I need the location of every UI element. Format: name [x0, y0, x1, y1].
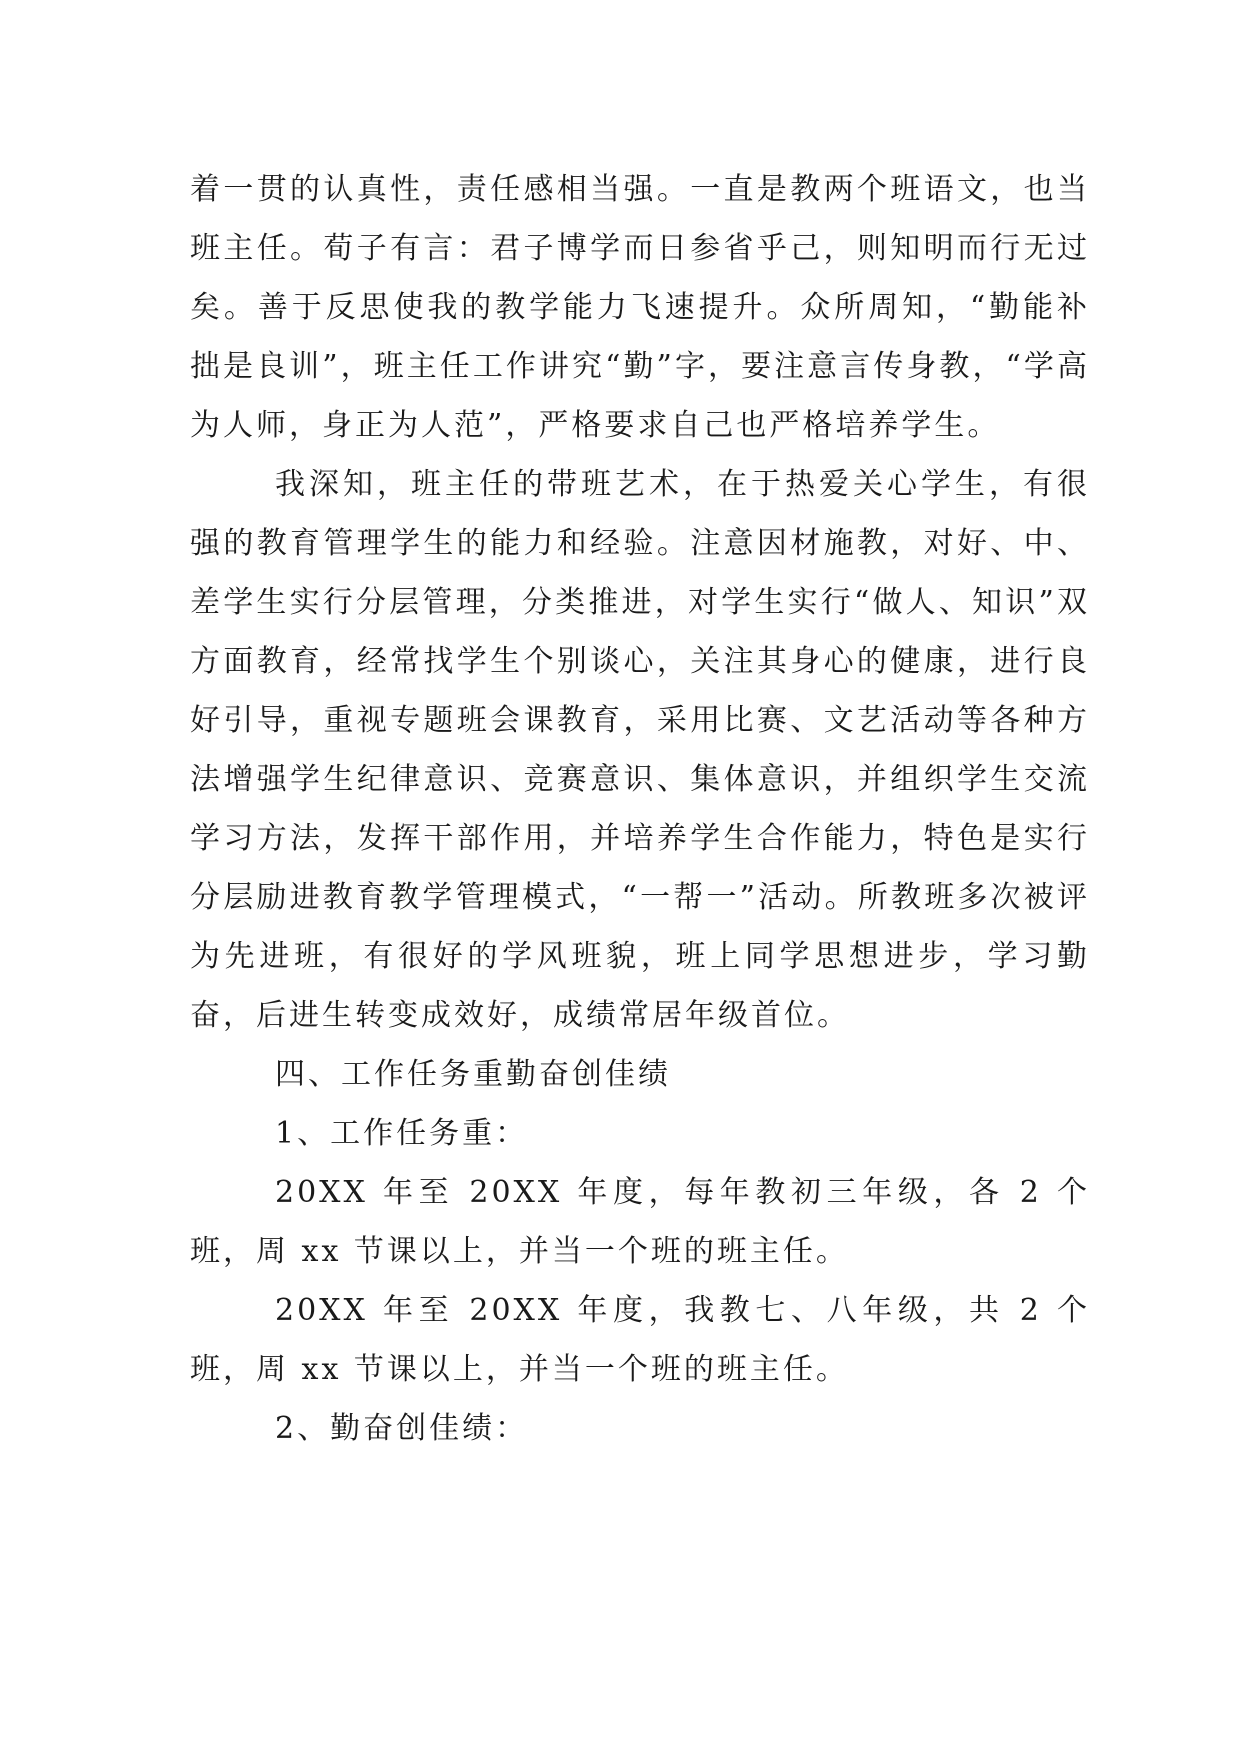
subheading-heavy-workload: 1、工作任务重： [275, 1116, 529, 1151]
paragraph-workload-year-1: 20XX 年至 20XX 年度，每年教初三年级，各 2 个班，周 xx 节课以上，并当一个班的班主任。 [190, 1175, 1090, 1269]
paragraph-class-management: 我深知，班主任的带班艺术，在于热爱关心学生，有很强的教育管理学生的能力和经验。注意因材施教，对好、中、差学生实行分层管理，分类推进，对学生实行“做人、知识”双方面教育，经常找学生个别谈心，关注其身心的健康，进行良好引导，重视专题班会课教育，采用比赛、文艺活动等各种方法增强学生纪律意识、竞赛意识、集体意识，并组织学生交流学习方法，发挥干部作用，并培养学生合作能力，特色是实行分层励进教育教学管理模式，“一帮一”活动。所教班多次被评为先进班，有很好的学风班貌，班上同学思想进步，学习勤奋，后进生转变成效好，成绩常居年级首位。 [190, 467, 1090, 1033]
paragraph-workload-year-2: 20XX 年至 20XX 年度，我教七、八年级，共 2 个班，周 xx 节课以上，并当一个班的班主任。 [190, 1293, 1090, 1387]
section-heading-work-tasks: 四、工作任务重勤奋创佳绩 [275, 1057, 671, 1092]
document-body [190, 160, 1090, 1458]
paragraph-responsibility: 着一贯的认真性，责任感相当强。一直是教两个班语文，也当班主任。荀子有言：君子博学而日参省乎己，则知明而行无过矣。善于反思使我的教学能力飞速提升。众所周知，“勤能补拙是良训”，班主任工作讲究“勤”字，要注意言传身教，“学高为人师，身正为人范”，严格要求自己也严格培养学生。 [190, 172, 1090, 443]
subheading-achievements: 2、勤奋创佳绩： [275, 1411, 529, 1446]
